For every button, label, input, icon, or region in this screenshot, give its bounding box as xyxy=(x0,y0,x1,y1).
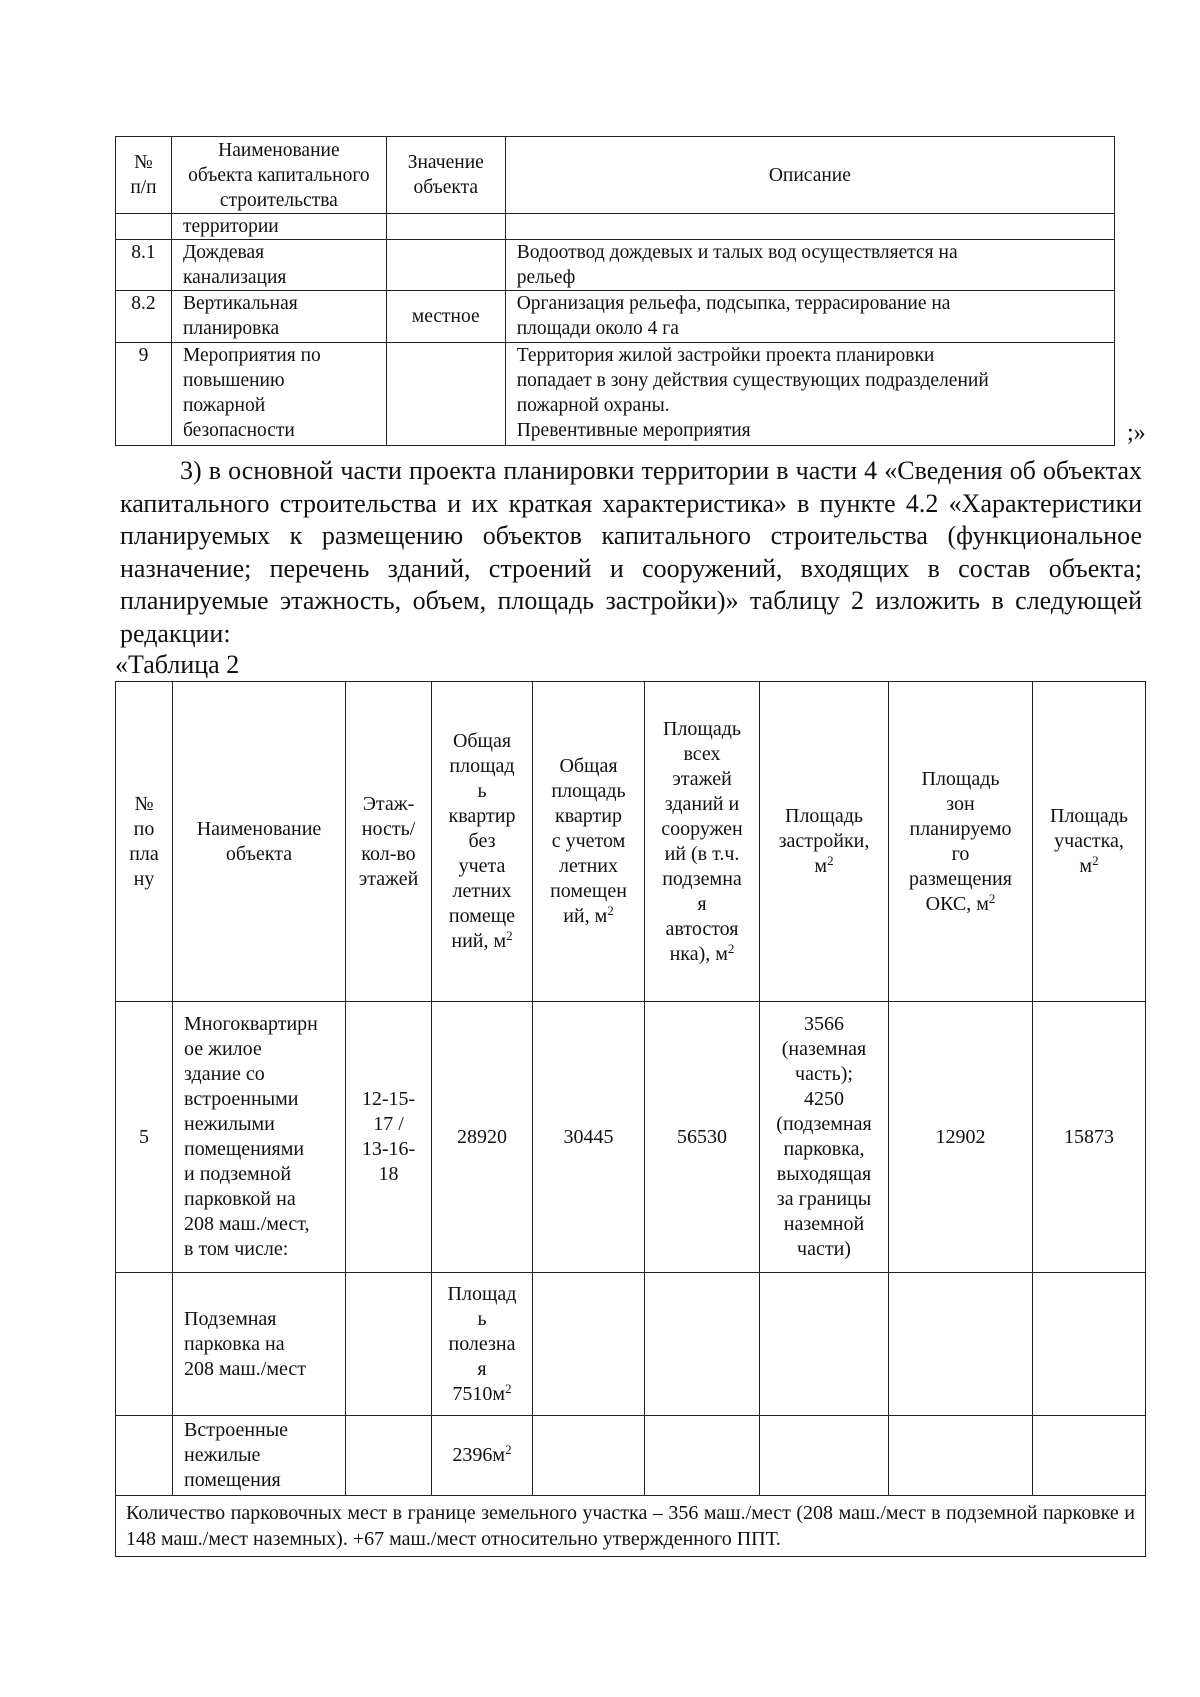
quote-close-mark: ;» xyxy=(1127,420,1146,446)
table-row xyxy=(116,1002,1146,1273)
header-object-name: Наименование объекта капитального строительства xyxy=(171,137,386,214)
cell-description xyxy=(505,214,1114,240)
header-floors: Этаж- ность/ кол-во этажей xyxy=(346,682,432,1002)
cell-area-summer xyxy=(533,1416,645,1496)
cell-description: Территория жилой застройки проекта планировки попадает в зону действия существующих подразделений пожарной охраны. Превентивные мероприятия xyxy=(505,343,1114,446)
parking-note: Количество парковочных мест в границе земельного участка – 356 маш./мест (208 маш./мест в подземной парковке и 148 маш./мест наземных). +67 маш./мест относительно утвержденного ППТ. xyxy=(116,1496,1146,1557)
cell-plan-num: 5 xyxy=(116,1002,173,1273)
cell-object-value xyxy=(386,240,505,291)
cell-object-name: Встроенные нежилые помещения xyxy=(173,1416,346,1496)
cell-plot-area: 15873 xyxy=(1033,1002,1146,1273)
header-area-summer: Общая площадь квартир с учетом летних помещен ий, $м^2$ xyxy=(533,682,645,1002)
table-row xyxy=(116,1416,1146,1496)
cell-zone-area xyxy=(889,1273,1033,1416)
header-built-area: Площадь застройки, $м^2$ xyxy=(760,682,889,1002)
table-2-caption: «Таблица 2 xyxy=(115,650,240,679)
table-row xyxy=(116,240,1115,291)
cell-object-value xyxy=(386,214,505,240)
cell-description: Организация рельефа, подсыпка, террасирование на площади около 4 га xyxy=(505,291,1114,343)
cell-area-no-summer: Площад ь полезна я $7510м^2$ xyxy=(432,1273,533,1416)
cell-plot-area xyxy=(1033,1273,1146,1416)
cell-plan-num xyxy=(116,1273,173,1416)
header-zone-area: Площадь зон планируемо го размещения ОКС, $м^2$ xyxy=(889,682,1033,1002)
table-footer-row xyxy=(116,1496,1146,1557)
header-object-value: Значение объекта xyxy=(386,137,505,214)
cell-built-area: 3566 (наземная часть); 4250 (подземная парковка, выходящая за границы наземной части) xyxy=(760,1002,889,1273)
header-area-no-summer: Общая площад ь квартир без учета летних помеще ний, $м^2$ xyxy=(432,682,533,1002)
cell-zone-area xyxy=(889,1416,1033,1496)
cell-object-name: Многоквартирн ое жилое здание со встроенными нежилыми помещениями и подземной парковкой на 208 маш./мест, в том числе: xyxy=(173,1002,346,1273)
cell-num: 8.1 xyxy=(116,240,172,291)
cell-zone-area: 12902 xyxy=(889,1002,1033,1273)
cell-area-all-floors xyxy=(645,1416,760,1496)
header-plan-num: № по пла ну xyxy=(116,682,173,1002)
table-row xyxy=(116,343,1115,446)
cell-plot-area xyxy=(1033,1416,1146,1496)
header-num: № п/п xyxy=(116,137,172,214)
cell-floors xyxy=(346,1416,432,1496)
cell-object-name: Вертикальная планировка xyxy=(171,291,386,343)
cell-area-no-summer: 28920 xyxy=(432,1002,533,1273)
cell-num xyxy=(116,214,172,240)
header-plot-area: Площадь участка, $м^2$ xyxy=(1033,682,1146,1002)
cell-floors xyxy=(346,1273,432,1416)
table-row xyxy=(116,291,1115,343)
cell-object-name: Дождевая канализация xyxy=(171,240,386,291)
cell-object-value: местное xyxy=(386,291,505,343)
cell-area-no-summer: $2396м^2$ xyxy=(432,1416,533,1496)
cell-object-value xyxy=(386,343,505,446)
amendment-paragraph: 3) в основной части проекта планировки территории в части 4 «Сведения об объектах капитального строительства и их краткая характеристика» в пункте 4.2 «Характеристики планируемых к размещению объектов капитального строительства (функциональное назначение; перечень зданий, строений и сооружений, входящих в состав объекта; планируемые этажность, объем, площадь застройки)» таблицу 2 изложить в следующей редакции: xyxy=(120,456,1142,648)
cell-area-summer: 30445 xyxy=(533,1002,645,1273)
table-2-header-row xyxy=(116,682,1146,1002)
cell-floors: 12-15- 17 / 13-16- 18 xyxy=(346,1002,432,1273)
cell-object-name: территории xyxy=(171,214,386,240)
header-description: Описание xyxy=(505,137,1114,214)
table-1-header-row xyxy=(116,137,1115,214)
cell-plan-num xyxy=(116,1416,173,1496)
cell-area-all-floors: 56530 xyxy=(645,1002,760,1273)
table-row xyxy=(116,214,1115,240)
table-row xyxy=(116,1273,1146,1416)
cell-num: 9 xyxy=(116,343,172,446)
cell-object-name: Подземная парковка на 208 маш./мест xyxy=(173,1273,346,1416)
cell-built-area xyxy=(760,1273,889,1416)
cell-num: 8.2 xyxy=(116,291,172,343)
cell-description: Водоотвод дождевых и талых вод осуществляется на рельеф xyxy=(505,240,1114,291)
table-1 xyxy=(115,136,1115,446)
header-area-all-floors: Площадь всех этажей зданий и сооружен ий (в т.ч. подземна я автостоя нка), $м^2$ xyxy=(645,682,760,1002)
cell-area-summer xyxy=(533,1273,645,1416)
cell-area-all-floors xyxy=(645,1273,760,1416)
header-object-name: Наименование объекта xyxy=(173,682,346,1002)
table-2 xyxy=(115,681,1146,1557)
cell-built-area xyxy=(760,1416,889,1496)
cell-object-name: Мероприятия по повышению пожарной безопасности xyxy=(171,343,386,446)
